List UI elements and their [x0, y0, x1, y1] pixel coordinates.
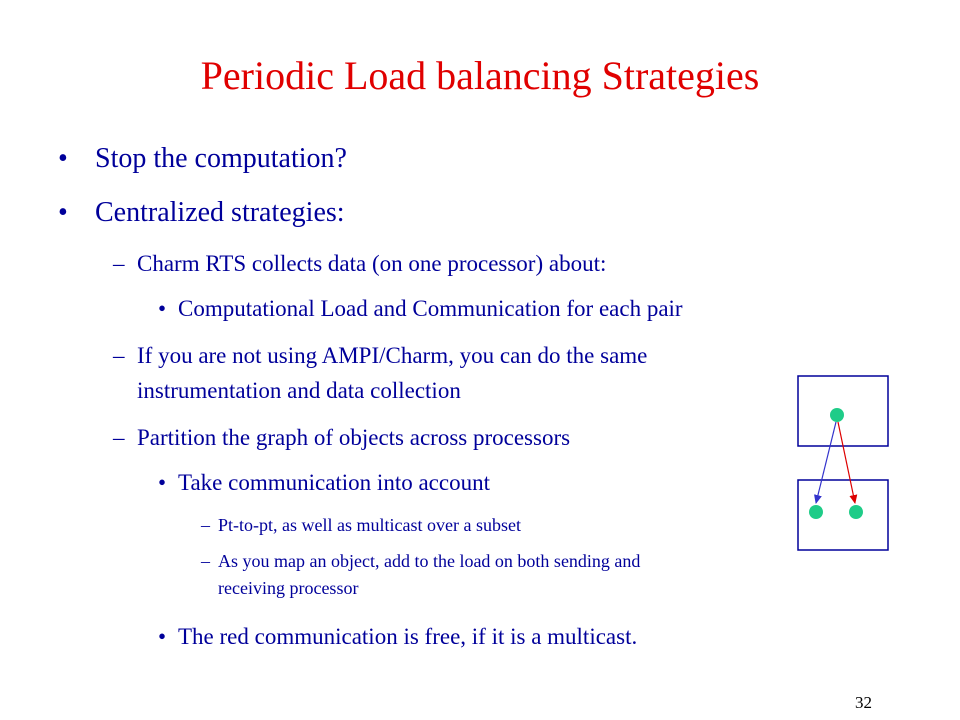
red-communication-arrow — [838, 422, 855, 503]
sub-sub-bullet-computational-load: Computational Load and Communication for each pair — [178, 296, 683, 321]
bullet-centralized-strategies: Centralized strategies: — [95, 197, 345, 228]
sub-bullet-ampi-charm-cont: instrumentation and data collection — [137, 378, 461, 403]
slide-title: Periodic Load balancing Strategies — [200, 53, 760, 98]
object-node-dest-right — [849, 505, 863, 519]
bullet-stop-computation: Stop the computation? — [95, 143, 347, 174]
sub-bullet-charm-rts: Charm RTS collects data (on one processor) about: — [137, 251, 607, 276]
dash-marker: – — [113, 343, 125, 368]
bullet-marker: • — [58, 143, 68, 174]
bullet-marker: • — [158, 296, 167, 321]
bullet-marker: • — [58, 197, 68, 228]
bullet-marker: • — [158, 470, 167, 495]
sub-sub-bullet-take-communication: Take communication into account — [178, 470, 490, 495]
dash-marker: – — [201, 551, 210, 571]
sub-bullet-partition-graph: Partition the graph of objects across processors — [137, 425, 571, 450]
object-node-dest-left — [809, 505, 823, 519]
page-number: 32 — [855, 693, 872, 712]
blue-communication-arrow — [816, 422, 836, 503]
level4-pt-to-pt: Pt-to-pt, as well as multicast over a subset — [218, 515, 521, 535]
bullet-marker: • — [158, 624, 167, 649]
sub-sub-bullet-red-communication: The red communication is free, if it is a multicast. — [178, 624, 638, 649]
dash-marker: – — [113, 251, 125, 276]
dash-marker: – — [201, 515, 210, 535]
sub-bullet-ampi-charm: If you are not using AMPI/Charm, you can do the same — [137, 343, 648, 368]
dash-marker: – — [113, 425, 125, 450]
object-node-source — [830, 408, 844, 422]
level4-map-object: As you map an object, add to the load on both sending and — [218, 551, 641, 571]
processor-box-top — [798, 376, 888, 446]
level4-map-object-cont: receiving processor — [218, 578, 359, 598]
